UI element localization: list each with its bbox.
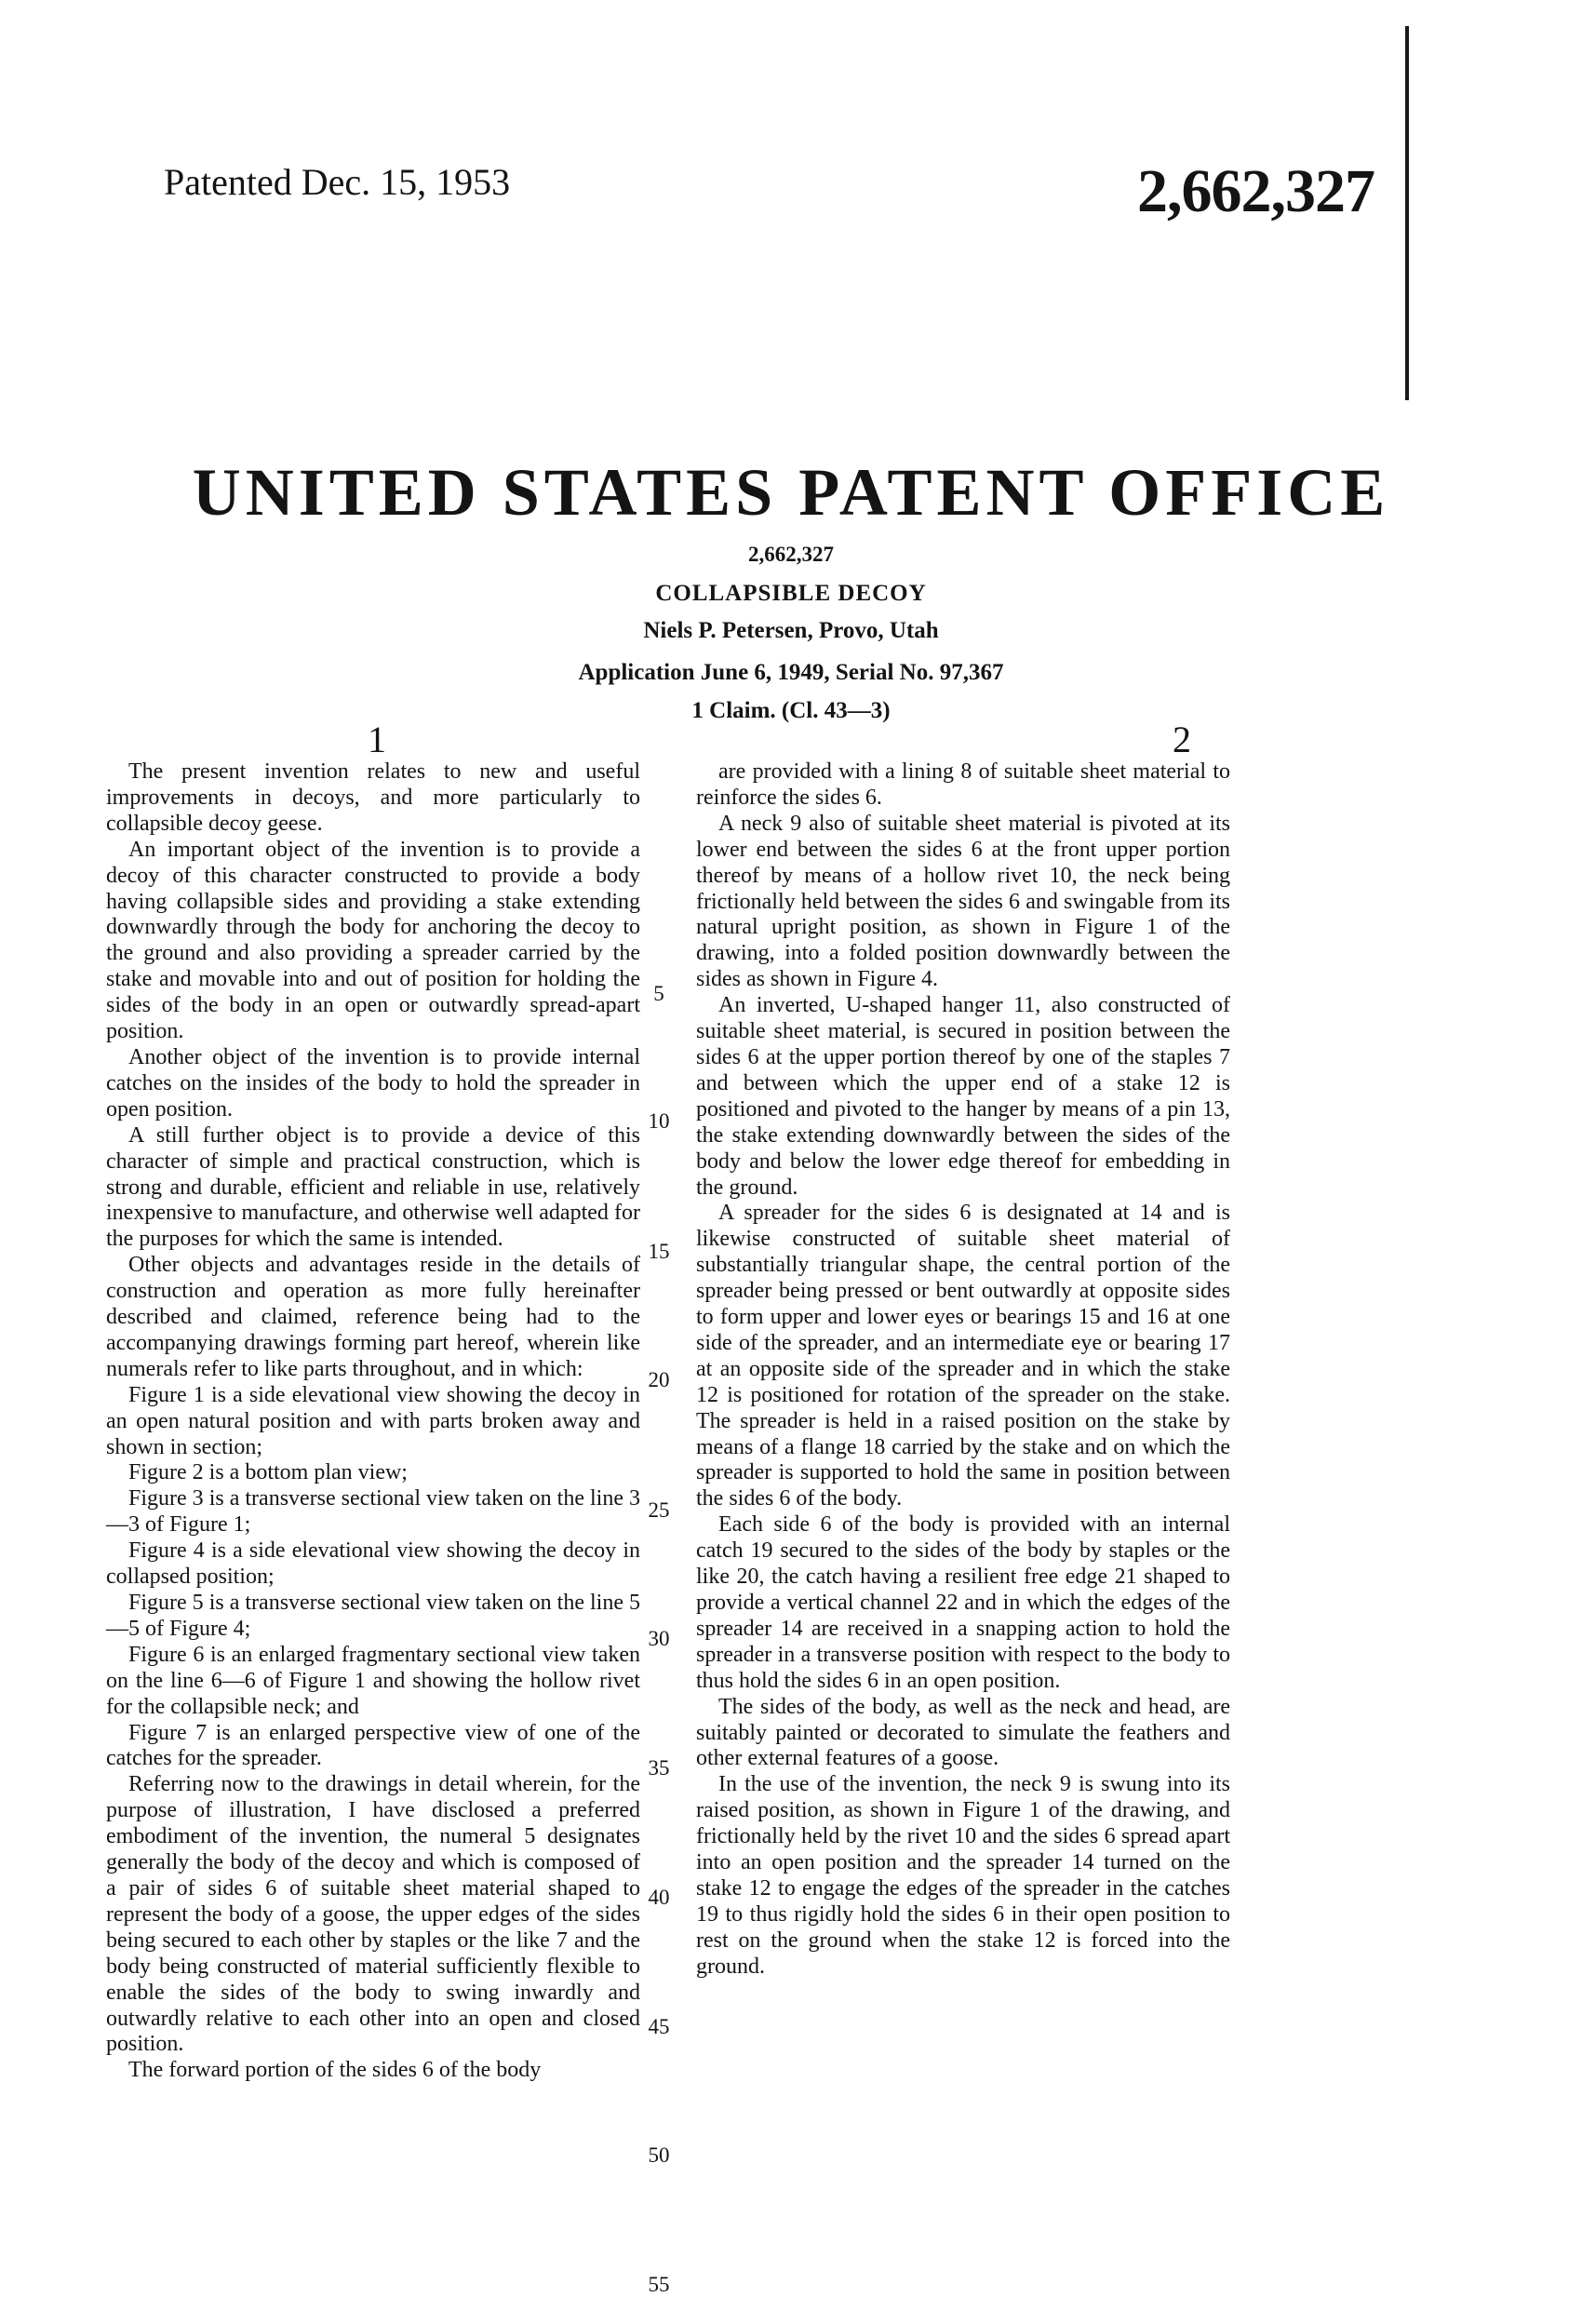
paragraph: Another object of the invention is to provide internal catches on the insides of the body to hold the spreader in open position. <box>106 1044 640 1122</box>
inventor-line: Niels P. Petersen, Provo, Utah <box>643 618 939 643</box>
paragraph: Figure 6 is an enlarged fragmentary sectional view taken on the line 6—6 of Figure 1 and showing the hollow rivet for the collapsible neck; and <box>106 1642 640 1719</box>
left-column <box>106 759 640 2084</box>
paragraph: are provided with a lining 8 of suitable sheet material to reinforce the sides 6. <box>696 759 1230 810</box>
office-title: UNITED STATES PATENT OFFICE <box>192 455 1390 530</box>
line-number: 25 <box>648 1498 670 1522</box>
line-number: 45 <box>648 2015 670 2038</box>
patented-date: Patented Dec. 15, 1953 <box>164 161 511 203</box>
paragraph: Other objects and advantages reside in the details of construction and operation as more fully hereinafter described and claimed, reference being had to the accompanying drawings forming part hereof, wherein like numerals refer to like parts throughout, and in which: <box>106 1253 640 1381</box>
paragraph: Figure 3 is a transverse sectional view taken on the line 3—3 of Figure 1; <box>106 1486 640 1538</box>
right-column <box>696 759 1230 1981</box>
line-number: 35 <box>648 1756 670 1780</box>
paragraph: A still further object is to provide a device of this character of simple and practical construction, which is strong and durable, efficient and reliable in use, relatively inexpensive to manufacture, and otherwise well adapted for the purposes for which the same is intended. <box>106 1122 640 1252</box>
paragraph: The forward portion of the sides 6 of the body <box>128 2058 542 2083</box>
line-number: 15 <box>648 1240 670 1263</box>
line-number: 30 <box>648 1627 670 1650</box>
line-number: 10 <box>648 1109 670 1133</box>
paragraph: Figure 5 is a transverse sectional view taken on the line 5—5 of Figure 4; <box>106 1591 640 1641</box>
patent-number-line: 2,662,327 <box>748 543 834 566</box>
paragraph: Figure 4 is a side elevational view showing the decoy in collapsed position; <box>106 1538 640 1590</box>
paragraph: A neck 9 also of suitable sheet material is pivoted at its lower end between the sides 6 at the front upper portion thereof by means of a hollow rivet 10, the neck being frictionally held between the sides 6 and swingable from its natural upright position, as shown in Figure 1 of the drawing, into a folded position downwardly between the sides as shown in Figure 4. <box>696 811 1230 992</box>
paragraph: Figure 7 is an enlarged perspective view of one of the catches for the spreader. <box>106 1720 640 1771</box>
application-line: Application June 6, 1949, Serial No. 97,367 <box>578 660 1004 685</box>
paragraph: Each side 6 of the body is provided with an internal catch 19 secured to the sides of the body by staples or the like 20, the catch having a resilient free edge 21 shaped to provide a vertical channel 22 and in which the edges of the spreader 14 are received in a snapping action to hold the spreader in a transverse position with respect to the body to thus hold the sides 6 in an open position. <box>696 1512 1230 1693</box>
line-number: 20 <box>648 1368 670 1391</box>
patent-number: 2,662,327 <box>1137 157 1374 225</box>
invention-title: COLLAPSIBLE DECOY <box>655 581 927 606</box>
line-number: 55 <box>648 2273 670 2296</box>
paragraph: A spreader for the sides 6 is designated at 14 and is likewise constructed of suitable sheet material of substantially triangular shape, the central portion of the spreader being pressed or bent outwardly at opposite sides to form upper and lower eyes or bearings 15 and 16 at one side of the spreader, and an intermediate eye or bearing 17 at an opposite side of the spreader and in which the stake 12 is positioned for rotation of the spreader on the stake. The spreader is held in a raised position on the stake by means of a flange 18 carried by the stake and on which the spreader is supported to hold the same in position between the sides 6 of the body. <box>696 1201 1230 1511</box>
line-number: 5 <box>653 982 664 1005</box>
paragraph: In the use of the invention, the neck 9 is swung into its raised position, as shown in Figure 1 of the drawing, and frictionally held by the rivet 10 and the sides 6 spread apart into an open position and the spreader 14 turned on the stake 12 to engage the edges of the spreader in the catches 19 to thus rigidly hold the sides 6 in their open position to rest on the ground when the stake 12 is forced into the ground. <box>696 1772 1230 1979</box>
line-number: 40 <box>648 1886 670 1909</box>
paragraph: Figure 2 is a bottom plan view; <box>128 1460 408 1485</box>
paragraph: The present invention relates to new and useful improvements in decoys, and more particularly to collapsible decoy geese. <box>106 759 640 836</box>
paragraph: An important object of the invention is to provide a decoy of this character constructed to provide a body having collapsible sides and providing a stake extending downwardly through the body for anchoring the decoy to the ground and also providing a spreader carried by the stake and movable into and out of position for holding the sides of the body in an open or outwardly spread-apart position. <box>106 837 640 1044</box>
claims-line: 1 Claim. (Cl. 43—3) <box>691 698 891 723</box>
column-number-left: 1 <box>368 719 386 760</box>
paragraph: The sides of the body, as well as the neck and head, are suitably painted or decorated to simulate the feathers and other external features of a goose. <box>696 1694 1230 1771</box>
paragraph: Figure 1 is a side elevational view showing the decoy in an open natural position and with parts broken away and shown in section; <box>106 1382 640 1459</box>
scan-edge-rule <box>1405 26 1409 400</box>
paragraph: An inverted, U-shaped hanger 11, also constructed of suitable sheet material, is secured in position between the sides 6 at the upper portion thereof by one of the staples 7 and between which the upper end of a stake 12 is positioned and pivoted to the hanger by means of a pin 13, the stake extending downwardly between the sides of the body and below the lower edge thereof for embedding in the ground. <box>696 993 1230 1200</box>
column-number-right: 2 <box>1173 719 1191 760</box>
line-number: 50 <box>648 2143 670 2167</box>
paragraph: Referring now to the drawings in detail wherein, for the purpose of illustration, I have disclosed a preferred embodiment of the invention, the numeral 5 designates generally the body of the decoy and which is composed of a pair of sides 6 of suitable sheet material shaped to represent the body of a goose, the upper edges of the sides being secured to each other by staples or the like 7 and the body being constructed of material sufficiently flexible to enable the sides of the body to swing inwardly and outwardly relative to each other into an open and closed position. <box>106 1772 640 2057</box>
